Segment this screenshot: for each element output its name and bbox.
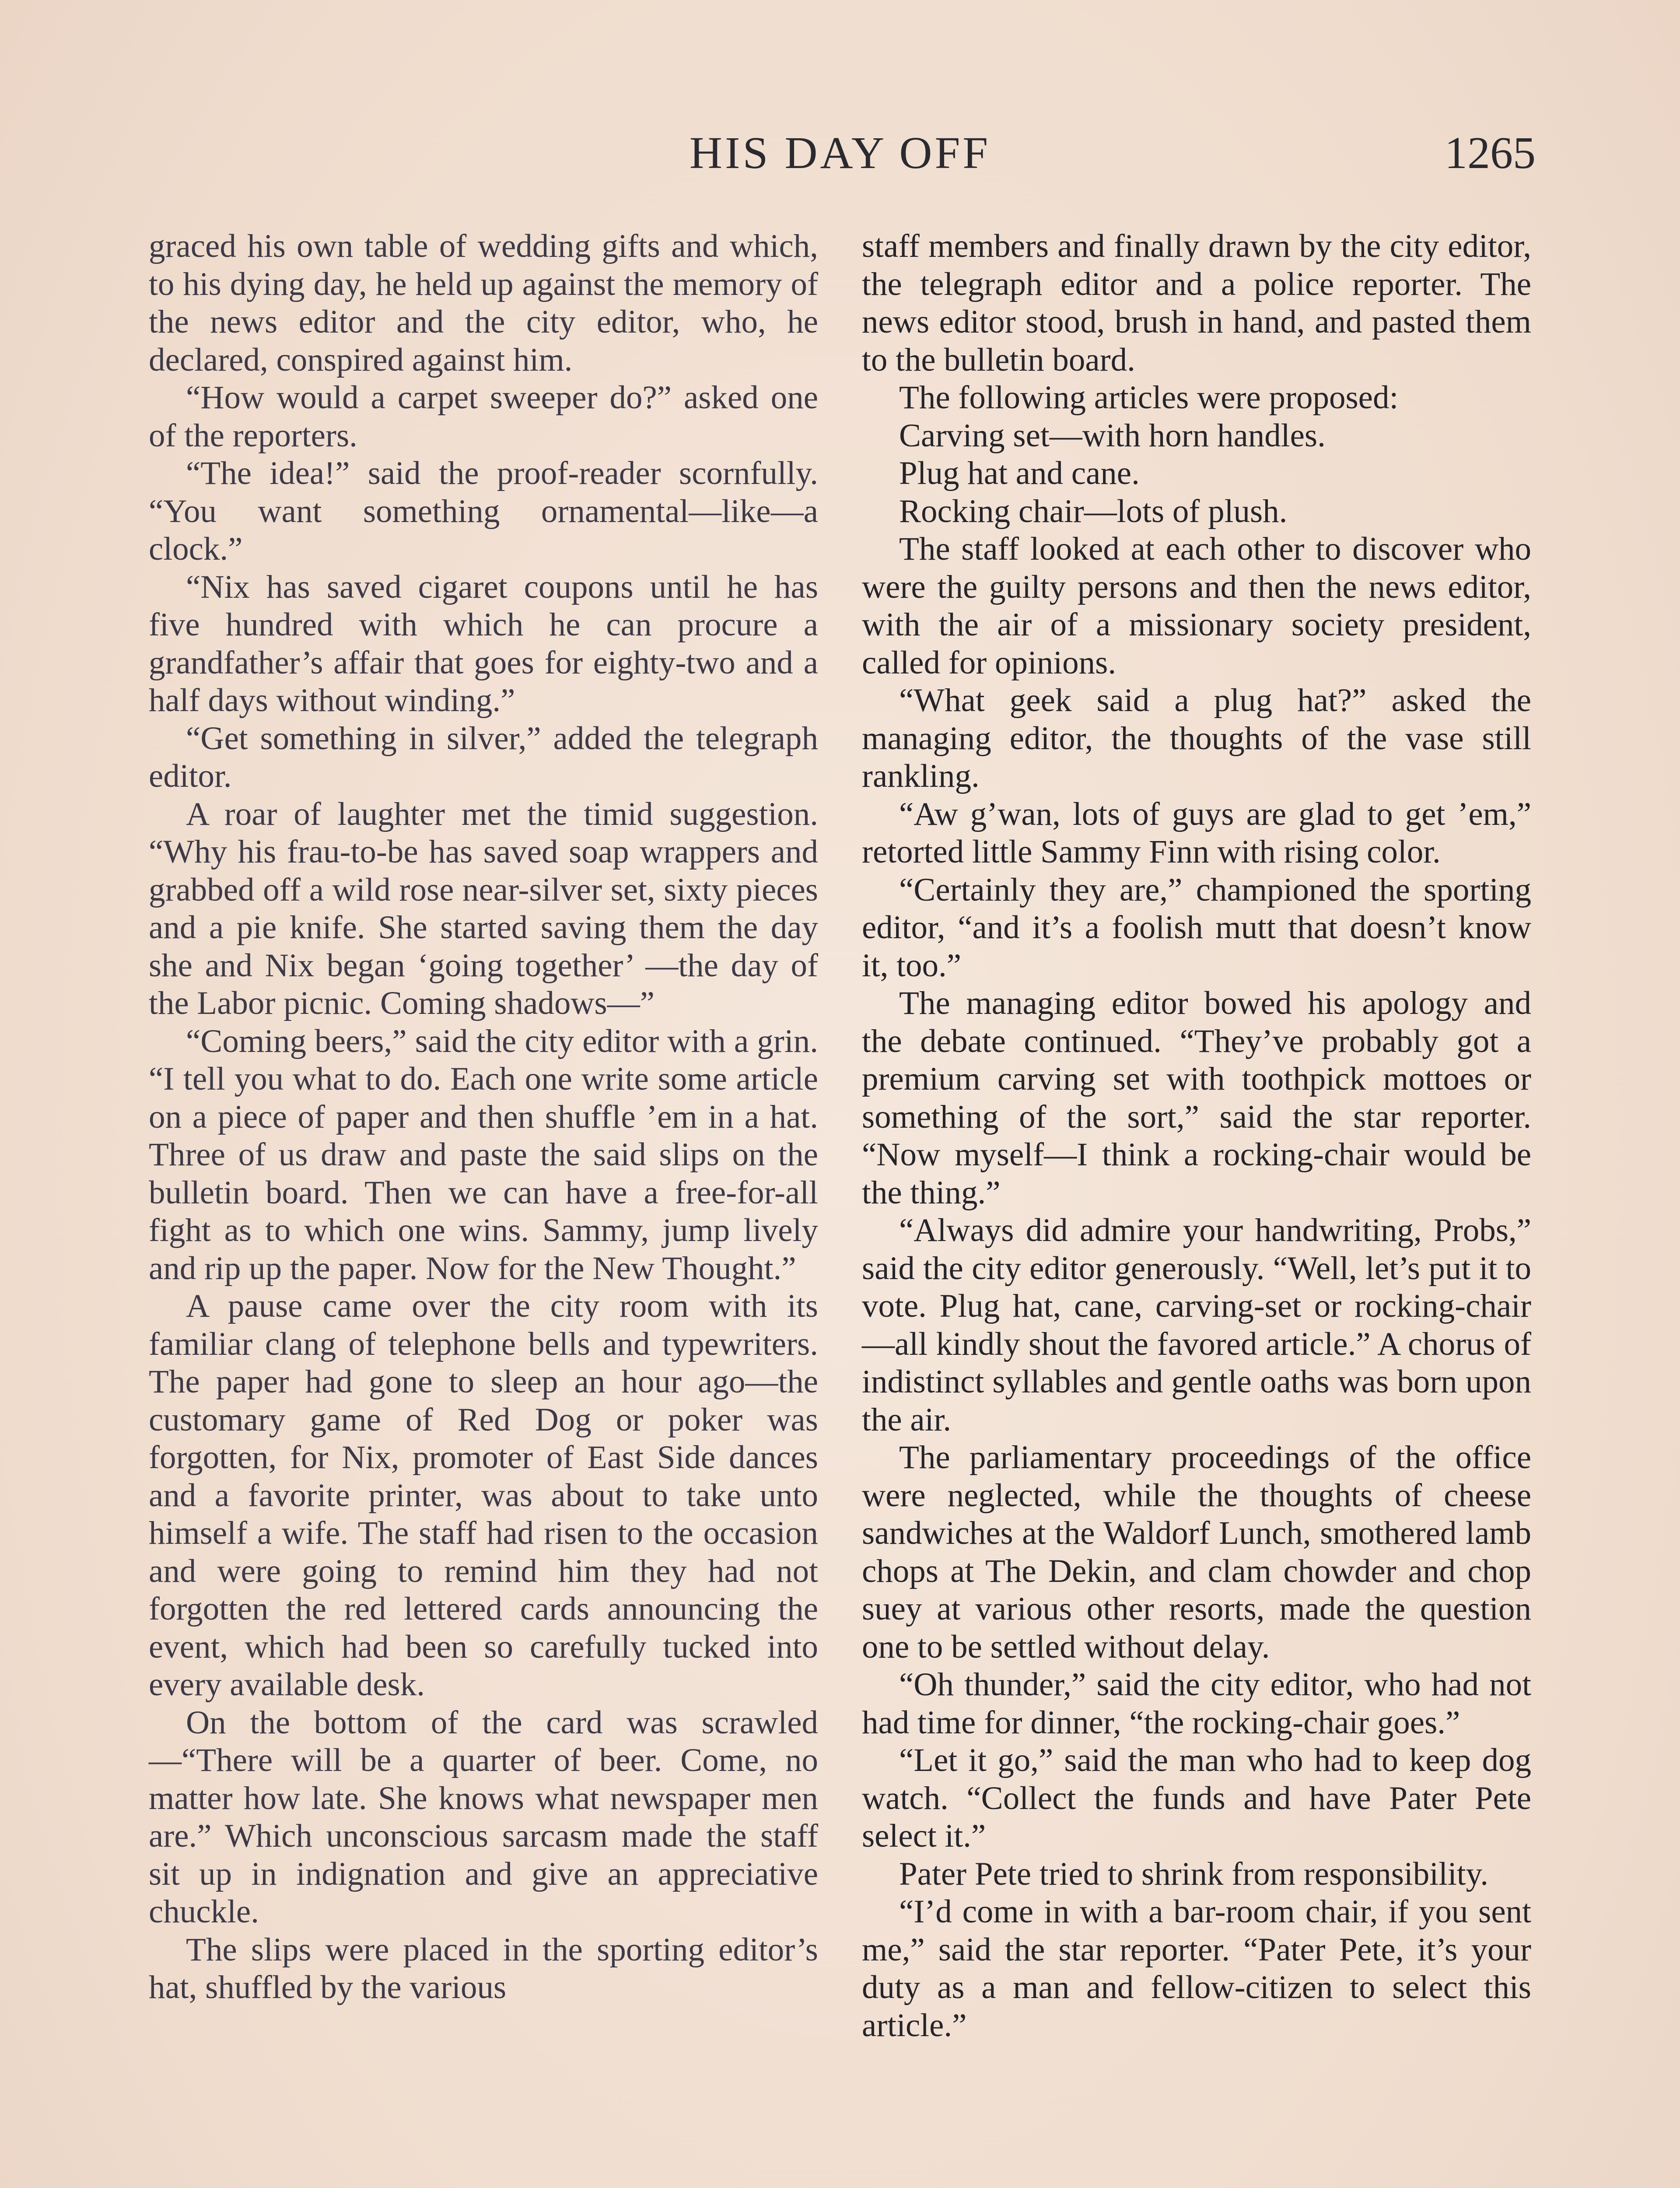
list-item: Plug hat and cane.: [899, 455, 1140, 491]
page-header: [144, 127, 1536, 188]
paragraph: “How would a carpet sweeper do?” asked one of the reporters.: [149, 379, 818, 454]
list-item: Rocking chair—lots of plush.: [899, 493, 1288, 529]
paragraph: “Certainly they are,” championed the sporting editor, “and it’s a foolish mutt that doesn’t know it, too.”: [862, 871, 1531, 984]
paragraph: On the bottom of the card was scrawled—“There will be a quarter of beer. Come, no matter how late. She knows what newspaper men are.” Which unconscious sarcasm made the staff sit up in indignation and give an appreciative chuckle.: [149, 1704, 818, 1930]
paragraph: “Coming beers,” said the city editor with a grin. “I tell you what to do. Each one write some article on a piece of paper and then shuffle ’em in a hat. Three of us draw and paste the said slips on the bulletin board. Then we can have a free-for-all fight as to which one wins. Sammy, jump lively and rip up the paper. Now for the New Thought.”: [149, 1023, 818, 1287]
list-item: Carving set—with horn handles.: [899, 417, 1326, 454]
paragraph: A pause came over the city room with its familiar clang of telephone bells and typewriters. The paper had gone to sleep an hour ago—the customary game of Red Dog or poker was forgotten, for Nix, promoter of East Side dances and a favorite printer, was about to take unto himself a wife. The staff had risen to the occasion and were going to remind him they had not forgotten the red lettered cards announcing the event, which had been so carefully tucked into every available desk.: [149, 1288, 818, 1703]
paragraph: “Nix has saved cigaret coupons until he has five hundred with which he can procure a grandfather’s affair that goes for eighty-two and a half days without winding.”: [149, 568, 818, 719]
paragraph: graced his own table of wedding gifts and which, to his dying day, he held up against the memory of the news editor and the city editor, who, he declared, conspired against him.: [149, 228, 818, 378]
running-title: HIS DAY OFF: [689, 128, 991, 178]
text-columns: [149, 228, 1540, 2188]
paragraph: The staff looked at each other to discover who were the guilty persons and then the news editor, with the air of a missionary society president, called for opinions.: [862, 531, 1531, 681]
paragraph: “Let it go,” said the man who had to keep dog watch. “Collect the funds and have Pater Pete select it.”: [862, 1742, 1531, 1854]
paragraph: “What geek said a plug hat?” asked the managing editor, the thoughts of the vase still rankling.: [862, 682, 1531, 794]
paragraph: The parliamentary proceedings of the office were neglected, while the thoughts of cheese sandwiches at the Waldorf Lunch, smothered lamb chops at The Dekin, and clam chowder and chop suey at various other resorts, made the question one to be settled without delay.: [862, 1439, 1531, 1665]
paragraph: A roar of laughter met the timid suggestion. “Why his frau-to-be has saved soap wrappers and grabbed off a wild rose near-silver set, sixty pieces and a pie knife. She started saving them the day she and Nix began ‘going together’ —the day of the Labor picnic. Coming shadows—”: [149, 796, 818, 1021]
paragraph: “I’d come in with a bar-room chair, if you sent me,” said the star reporter. “Pater Pete, it’s your duty as a man and fellow-citizen to select this article.”: [862, 1893, 1531, 2044]
paragraph: The following articles were proposed:: [899, 379, 1399, 416]
paragraph: “Aw g’wan, lots of guys are glad to get ’em,” retorted little Sammy Finn with rising color.: [862, 796, 1531, 870]
paragraph: “Always did admire your handwriting, Probs,” said the city editor generously. “Well, let’s put it to vote. Plug hat, cane, carving-set or rocking-chair —all kindly shout the favored article.” A chorus of indistinct syllables and gentle oaths was born upon the air.: [862, 1212, 1531, 1438]
paragraph: The managing editor bowed his apology and the debate continued. “They’ve probably got a premium carving set with toothpick mottoes or something of the sort,” said the star reporter. “Now myself—I think a rocking-chair would be the thing.”: [862, 985, 1531, 1211]
paragraph: staff members and finally drawn by the city editor, the telegraph editor and a police reporter. The news editor stood, brush in hand, and pasted them to the bulletin board.: [862, 228, 1531, 378]
paragraph: “Oh thunder,” said the city editor, who had not had time for dinner, “the rocking-chair goes.”: [862, 1666, 1531, 1741]
page-number: 1265: [1445, 128, 1536, 178]
paragraph: The slips were placed in the sporting editor’s hat, shuffled by the various: [149, 1931, 818, 2006]
right-column: [862, 228, 1531, 2044]
left-column: [149, 228, 818, 2007]
paragraph: Pater Pete tried to shrink from responsibility.: [899, 1855, 1488, 1892]
paragraph: “Get something in silver,” added the telegraph editor.: [149, 720, 818, 794]
paragraph: “The idea!” said the proof-reader scornfully. “You want something ornamental—like—a clock.”: [149, 455, 818, 567]
